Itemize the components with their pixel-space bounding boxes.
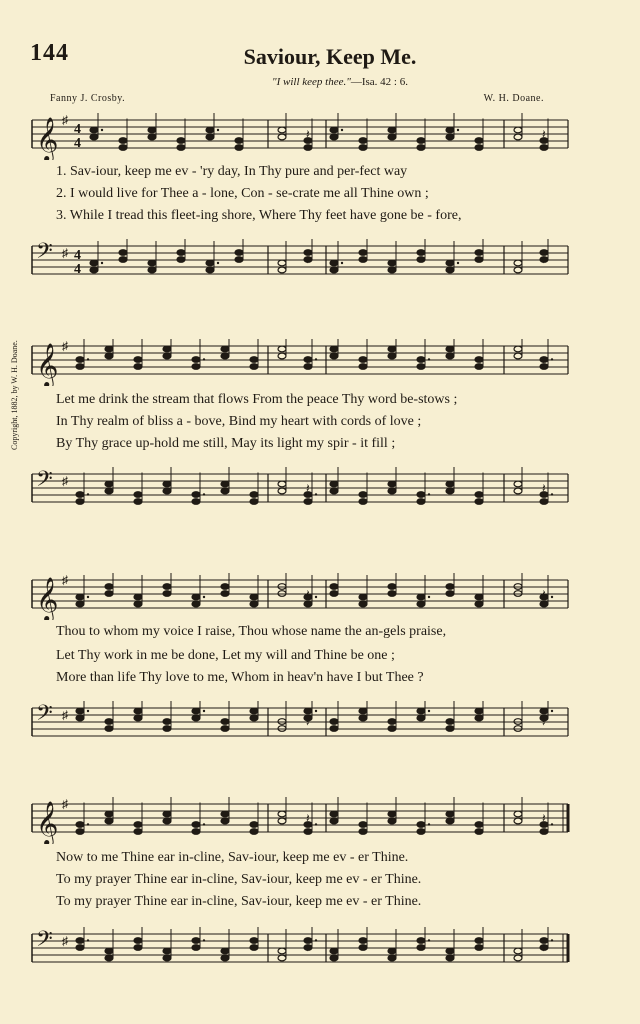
scripture-reference bbox=[0, 76, 640, 88]
bass-staff-system-2 bbox=[30, 466, 570, 514]
rest-icon: 𝄽 bbox=[306, 587, 310, 601]
rest-icon: 𝄽 bbox=[306, 481, 310, 495]
treble-clef-icon: 𝄞 bbox=[36, 343, 59, 386]
key-signature-sharp-icon: ♯ bbox=[62, 246, 68, 260]
lyric-line: More than life Thy love to me, Whom in heav'n have I but Thee ? bbox=[56, 670, 424, 685]
lyric-line: 1. Sav-iour, keep me ev - 'ry day, In Thy pure and per-fect way bbox=[56, 164, 408, 179]
lyric-line: By Thy grace up-hold me still, May its light my spir - it fill ; bbox=[56, 436, 396, 451]
treble-staff-lines bbox=[30, 572, 570, 620]
treble-clef-icon: 𝄞 bbox=[36, 577, 59, 620]
key-signature-sharp-icon: ♯ bbox=[62, 113, 68, 127]
bass-staff-lines bbox=[30, 466, 570, 514]
bass-staff-lines bbox=[30, 238, 570, 286]
scripture-citation: —Isa. 42 : 6. bbox=[350, 76, 408, 88]
treble-staff-system-3 bbox=[30, 572, 570, 620]
treble-staff-system-1 bbox=[30, 112, 570, 160]
rest-icon: 𝄽 bbox=[542, 587, 546, 601]
time-signature-top: 4 bbox=[74, 248, 81, 263]
treble-clef-icon: 𝄞 bbox=[36, 801, 59, 844]
lyric-line: Let Thy work in me be done, Let my will and Thine be one ; bbox=[56, 648, 395, 663]
bass-clef-icon: 𝄢 bbox=[36, 239, 53, 269]
key-signature-sharp-icon: ♯ bbox=[62, 708, 68, 722]
rest-icon: 𝄽 bbox=[306, 715, 310, 729]
key-signature-sharp-icon: ♯ bbox=[62, 339, 68, 353]
bass-staff-lines bbox=[30, 700, 570, 748]
time-signature-bottom: 4 bbox=[74, 262, 81, 277]
rest-icon: 𝄽 bbox=[542, 253, 546, 267]
rest-icon: 𝄽 bbox=[542, 353, 546, 367]
hymn-title: Saviour, Keep Me. bbox=[243, 44, 417, 69]
lyric-line: To my prayer Thine ear in-cline, Sav-iour, keep me ev - er Thine. bbox=[56, 872, 422, 887]
key-signature-sharp-icon: ♯ bbox=[62, 934, 68, 948]
key-signature-sharp-icon: ♯ bbox=[62, 573, 68, 587]
treble-staff-lines bbox=[30, 338, 570, 386]
rest-icon: 𝄽 bbox=[542, 481, 546, 495]
bass-staff-lines bbox=[30, 926, 570, 974]
treble-staff-lines bbox=[30, 112, 570, 160]
lyric-line: To my prayer Thine ear in-cline, Sav-iour, keep me ev - er Thine. bbox=[56, 894, 422, 909]
bass-staff-system-4 bbox=[30, 926, 570, 974]
rest-icon: 𝄽 bbox=[306, 353, 310, 367]
copyright-notice: Copyright, 1882, by W. H. Doane. bbox=[10, 340, 19, 450]
rest-icon: 𝄽 bbox=[542, 811, 546, 825]
rest-icon: 𝄽 bbox=[306, 253, 310, 267]
rest-icon: 𝄽 bbox=[306, 941, 310, 955]
rest-icon: 𝄽 bbox=[306, 811, 310, 825]
rest-icon: 𝄽 bbox=[542, 127, 546, 141]
key-signature-sharp-icon: ♯ bbox=[62, 797, 68, 811]
time-signature-top: 4 bbox=[74, 122, 81, 137]
composer-credit: W. H. Doane. bbox=[483, 93, 544, 104]
treble-staff-system-2 bbox=[30, 338, 570, 386]
bass-staff-system-1 bbox=[30, 238, 570, 286]
bass-clef-icon: 𝄢 bbox=[36, 467, 53, 497]
treble-staff-system-4 bbox=[30, 796, 570, 844]
lyric-line: Let me drink the stream that flows From the peace Thy word be-stows ; bbox=[56, 392, 458, 407]
lyric-line: Now to me Thine ear in-cline, Sav-iour, keep me ev - er Thine. bbox=[56, 850, 409, 865]
hymn-number: 144 bbox=[30, 40, 69, 66]
lyric-line: 2. I would live for Thee a - lone, Con - se-crate me all Thine own ; bbox=[56, 186, 429, 201]
lyric-line: 3. While I tread this fleet-ing shore, Where Thy feet have gone be - fore, bbox=[56, 208, 462, 223]
rest-icon: 𝄽 bbox=[542, 715, 546, 729]
key-signature-sharp-icon: ♯ bbox=[62, 474, 68, 488]
treble-staff-lines bbox=[30, 796, 570, 844]
time-signature-bottom: 4 bbox=[74, 136, 81, 151]
bass-clef-icon: 𝄢 bbox=[36, 701, 53, 731]
bass-staff-system-3 bbox=[30, 700, 570, 748]
lyric-line: Thou to whom my voice I raise, Thou whose name the an-gels praise, bbox=[56, 624, 447, 639]
treble-clef-icon: 𝄞 bbox=[36, 117, 59, 160]
author-credit: Fanny J. Crosby. bbox=[50, 93, 126, 104]
lyric-line: In Thy realm of bliss a - bove, Bind my heart with cords of love ; bbox=[56, 414, 422, 429]
rest-icon: 𝄽 bbox=[306, 127, 310, 141]
rest-icon: 𝄽 bbox=[542, 941, 546, 955]
bass-clef-icon: 𝄢 bbox=[36, 927, 53, 957]
scripture-quote: "I will keep thee." bbox=[271, 76, 351, 88]
